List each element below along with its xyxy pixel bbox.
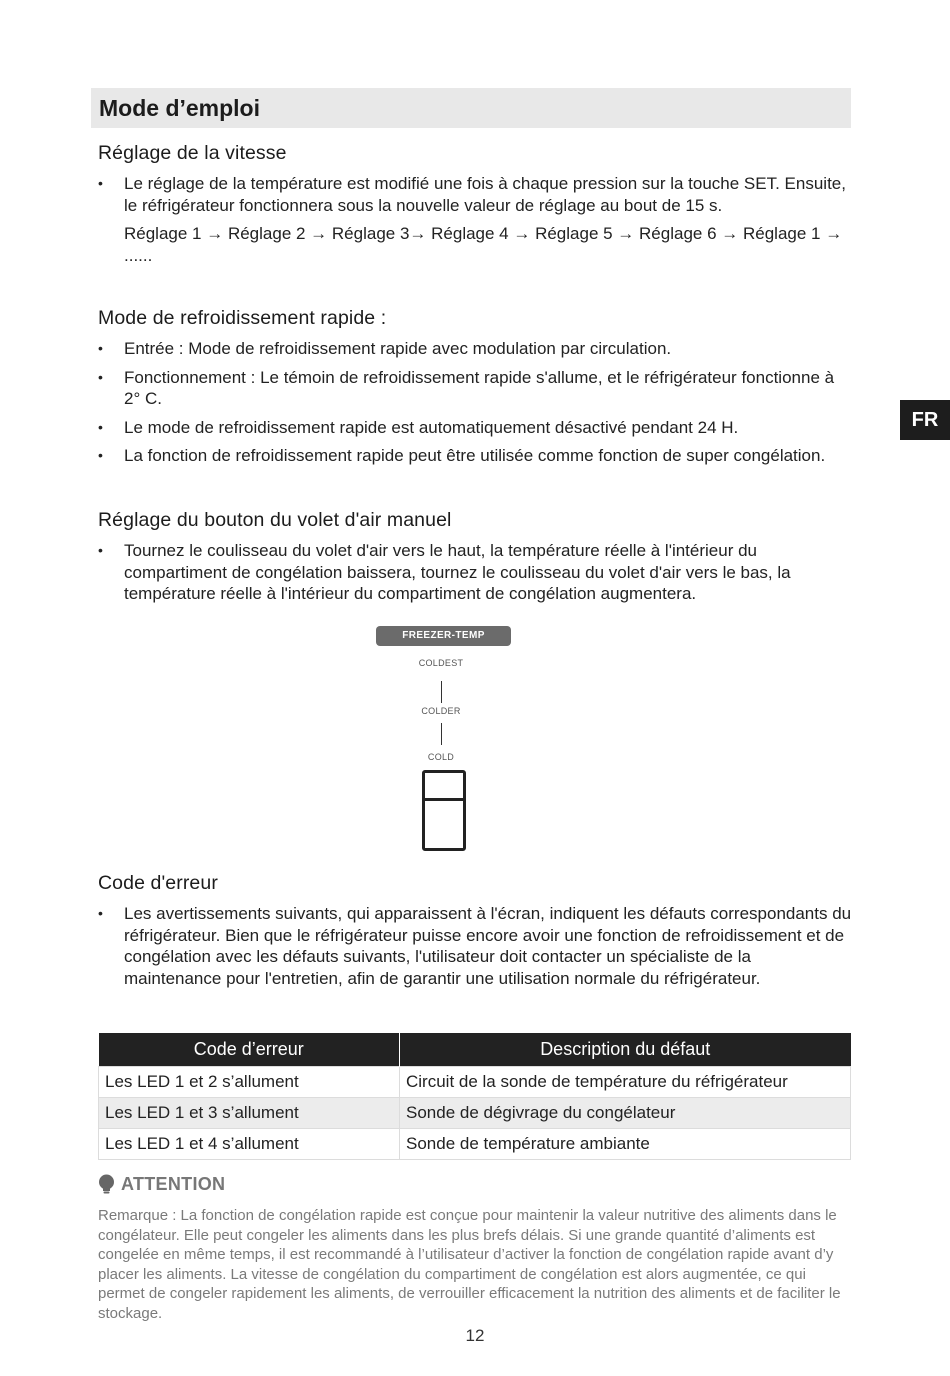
page-title: Mode d’emploi (91, 88, 851, 128)
section-fast-cooling (98, 307, 852, 474)
freezer-temp-label: FREEZER-TEMP (376, 626, 511, 646)
setting-sequence: Réglage 1 → Réglage 2 → Réglage 3→ Réglage 4 → Réglage 5 → Réglage 6 → Réglage 1 → ...... (124, 224, 843, 265)
freezer-temp-diagram (376, 626, 511, 856)
column-header: Code d’erreur (99, 1033, 400, 1067)
error-code-table (98, 1033, 851, 1160)
list-item: • La fonction de refroidissement rapide peut être utilisée comme fonction de super congélation. (98, 445, 852, 467)
fridge-divider (425, 798, 463, 801)
section-speed-setting (98, 142, 852, 280)
section-error-code (98, 872, 852, 996)
table-row (99, 1067, 851, 1098)
table-cell: Circuit de la sonde de température du réfrigérateur (400, 1067, 851, 1098)
table-header-row (99, 1033, 851, 1067)
table-cell: Sonde de température ambiante (400, 1129, 851, 1160)
level-cold: COLD (427, 752, 455, 762)
page-number: 12 (465, 1326, 485, 1345)
attention-label: ATTENTION (121, 1174, 226, 1194)
fridge-icon (422, 770, 466, 851)
attention-note: Remarque : La fonction de congélation rapide est conçue pour maintenir la valeur nutritive des aliments dans le congélateur. Elle peut congeler les aliments dans les plus brefs délais. Si une grande quantité d’aliments est congelée en même temps, il est recommandé à l’utilisateur d’activer la fonction de congélation rapide avant d’y placer les aliments. La vitesse de congélation du compartiment de congélation est alors augmentée, ce qui permet de congeler rapidement les aliments, de verrouiller efficacement la nutrition des aliments et de faciliter le stockage. (98, 1207, 841, 1322)
level-connector (441, 681, 442, 703)
table-cell: Les LED 1 et 4 s’allument (99, 1129, 400, 1160)
attention-heading (98, 1174, 225, 1195)
lightbulb-icon (98, 1174, 115, 1195)
level-connector (441, 723, 442, 745)
section-heading: Réglage du bouton du volet d'air manuel (98, 509, 452, 531)
list-item: • Les avertissements suivants, qui apparaissent à l'écran, indiquent les défauts correspondants du réfrigérateur. Bien que le réfrigérateur puisse encore avoir une fonction de refroidissement et de congélation avec les défauts suivants, l'utilisateur doit contacter un spécialiste de la maintenance pour l'entretien, afin de garantir une utilisation normale du réfrigérateur. (98, 903, 852, 989)
list-item: • Entrée : Mode de refroidissement rapide avec modulation par circulation. (98, 338, 852, 360)
bullet-list (98, 173, 852, 216)
table-row (99, 1098, 851, 1129)
section-air-damper (98, 509, 852, 612)
bullet-list (98, 540, 852, 605)
level-colder: COLDER (421, 706, 461, 716)
table-cell: Les LED 1 et 2 s’allument (99, 1067, 400, 1098)
section-heading: Code d'erreur (98, 872, 218, 894)
table-cell: Les LED 1 et 3 s’allument (99, 1098, 400, 1129)
list-item: • Le mode de refroidissement rapide est automatiquement désactivé pendant 24 H. (98, 417, 852, 439)
section-heading: Réglage de la vitesse (98, 142, 287, 164)
list-item: • Tournez le coulisseau du volet d'air vers le haut, la température réelle à l'intérieur du compartiment de congélation baissera, tournez le coulisseau du volet d'air vers le bas, la température réelle à l'intérieur du compartiment de congélation augmentera. (98, 540, 852, 605)
language-tab: FR (900, 400, 950, 440)
bullet-list (98, 338, 852, 467)
list-item: • Le réglage de la température est modifié une fois à chaque pression sur la touche SET. Ensuite, le réfrigérateur fonctionnera sous la nouvelle valeur de réglage au bout de 15 s. (98, 173, 852, 216)
bullet-list (98, 903, 852, 989)
section-heading: Mode de refroidissement rapide : (98, 307, 387, 329)
level-coldest: COLDEST (418, 658, 464, 668)
table-row (99, 1129, 851, 1160)
list-item: • Fonctionnement : Le témoin de refroidissement rapide s'allume, et le réfrigérateur fonctionne à 2° C. (98, 367, 852, 410)
column-header: Description du défaut (400, 1033, 851, 1067)
table-cell: Sonde de dégivrage du congélateur (400, 1098, 851, 1129)
